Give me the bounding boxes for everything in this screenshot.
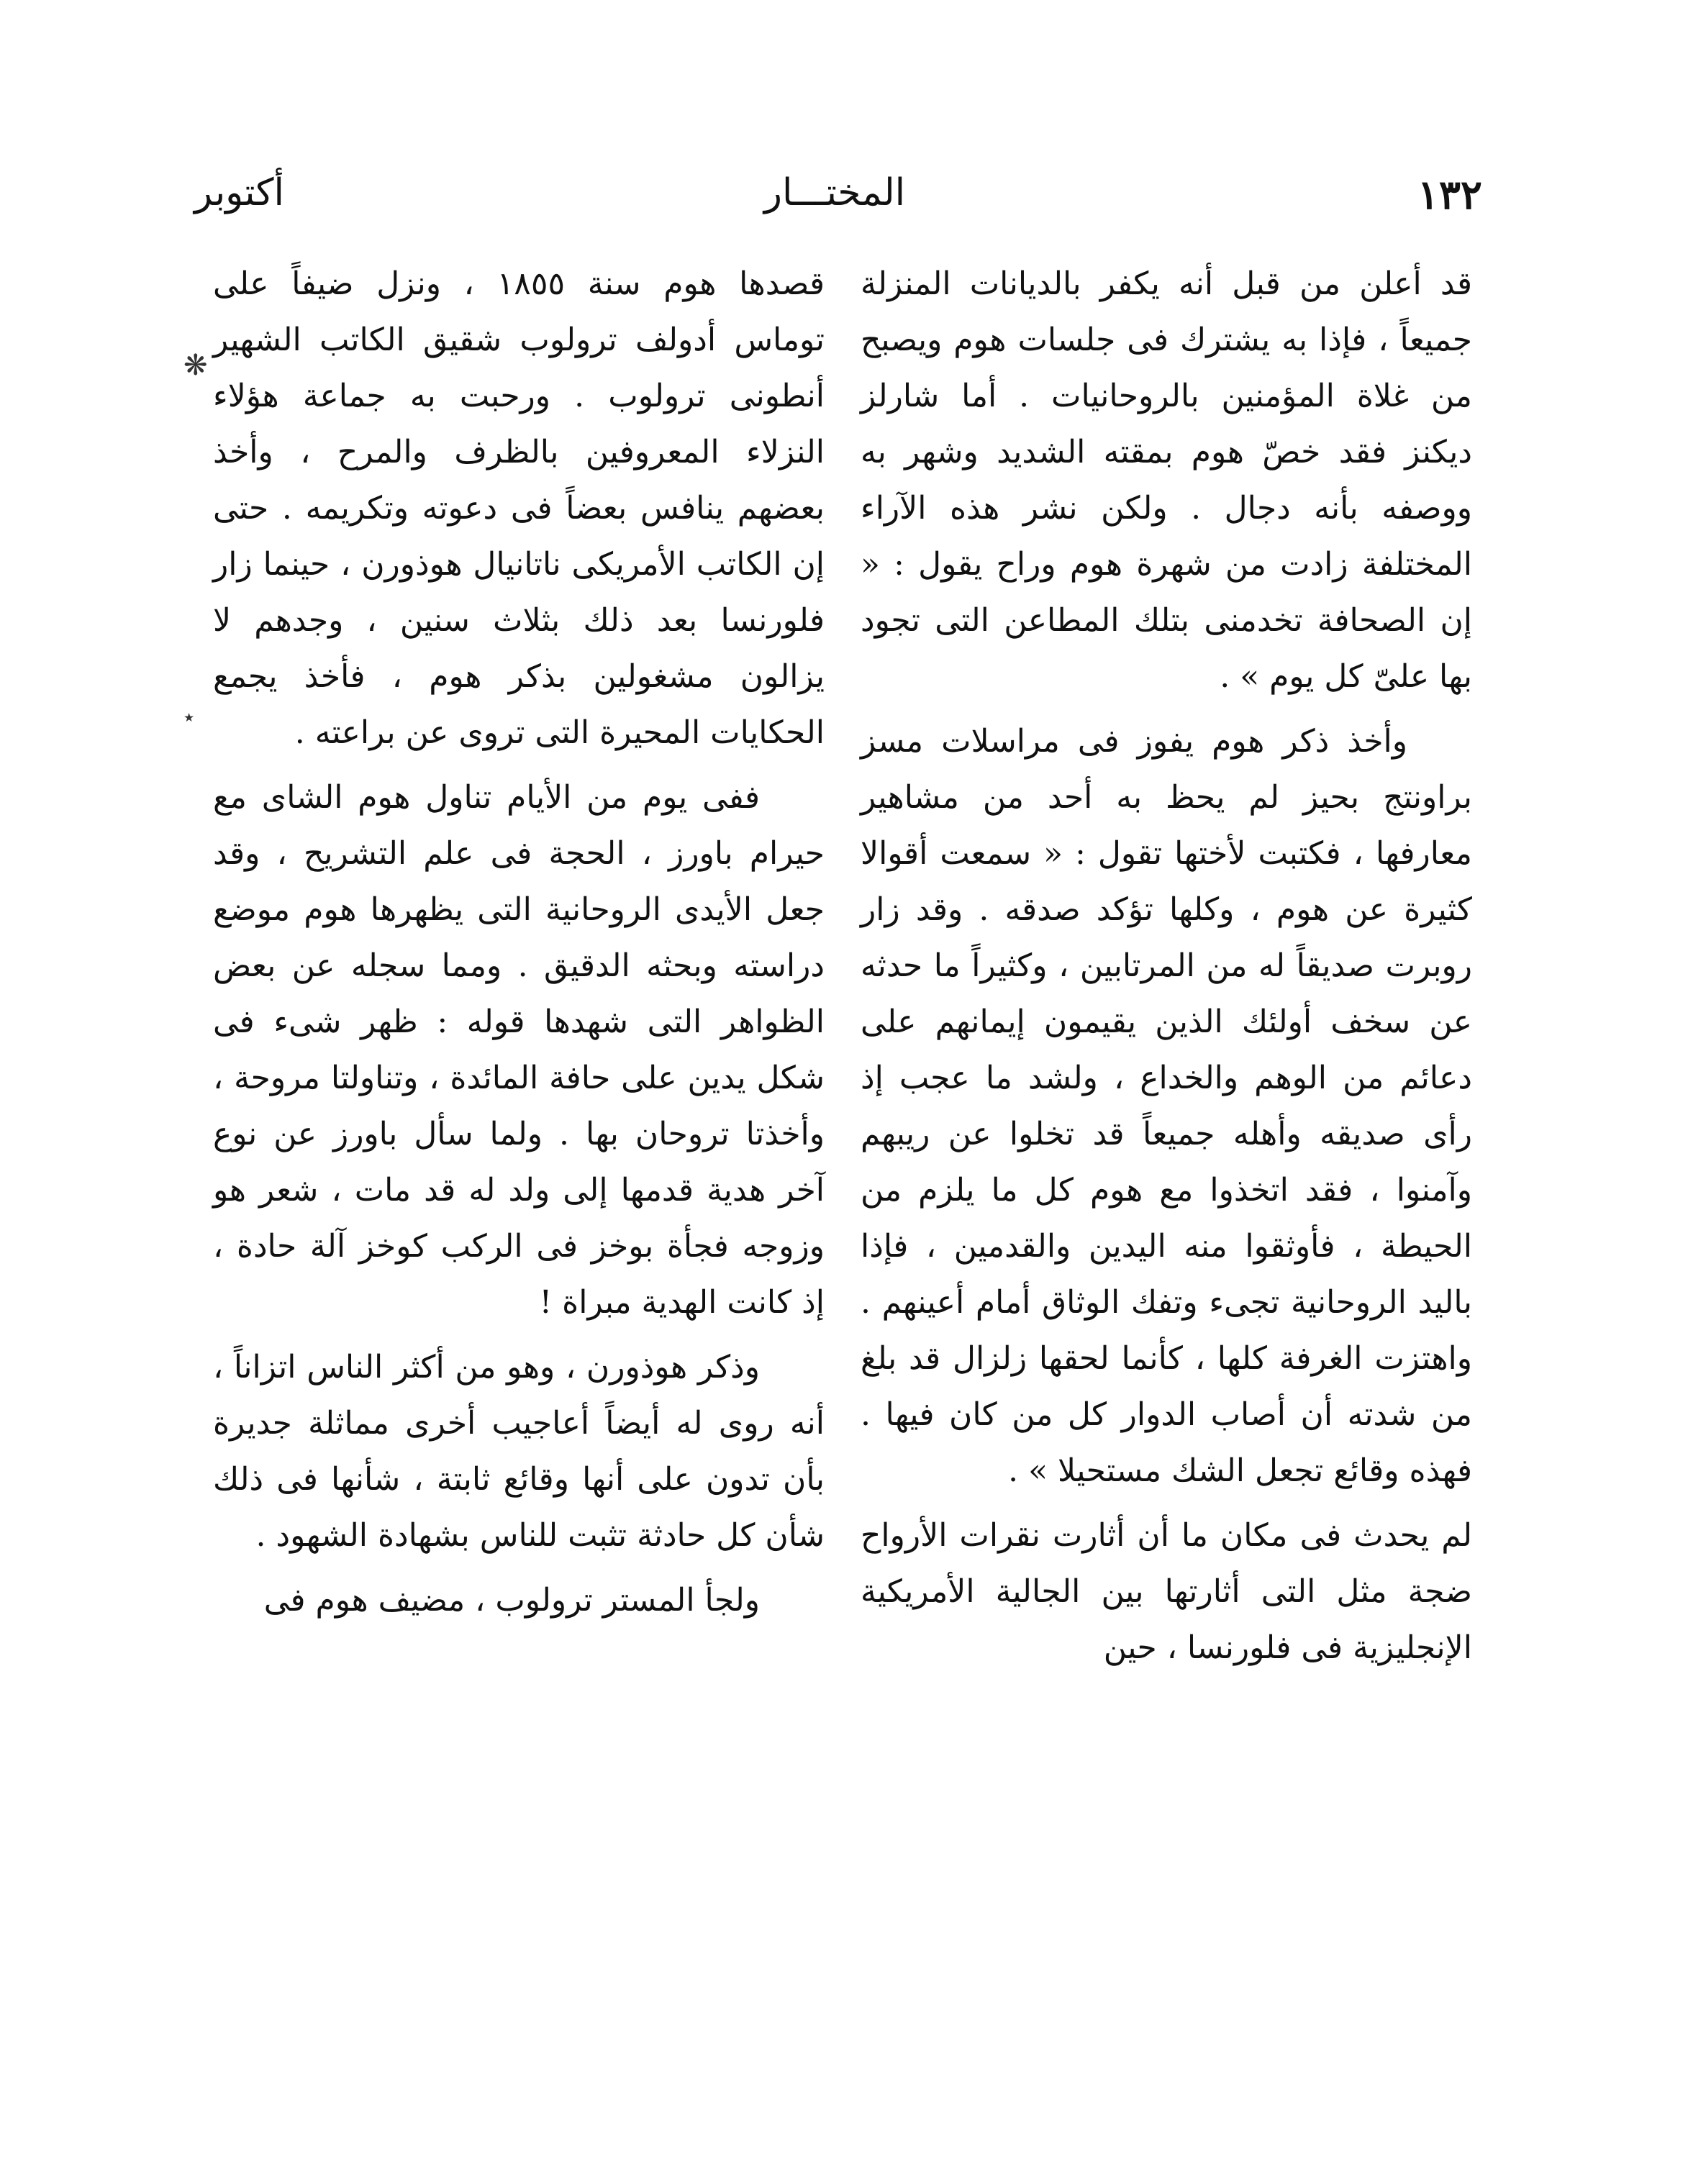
paragraph: قصدها هوم سنة ١٨٥٥ ، ونزل ضيفاً على توماس أدولف ترولوب شقيق الكاتب الشهير أنطونى ترولوب . ورحبت به جماعة هؤلاء النزلاء المعروفين بالظرف والمرح ، وأخذ بعضهم ينافس بعضاً فى دعوته وتكريمه . حتى إن الكاتب الأمريكى ناتانيال هوذورن ، حينما زار فلورنسا بعد ذلك بثلاث سنين ، وجدهم لا يزالون مشغولين بذكر هوم ، فأخذ يجمع الحكايات المحيرة التى تروى عن براعته . (213, 265, 825, 751)
paragraph: قد أعلن من قبل أنه يكفر بالديانات المنزلة جميعاً ، فإذا به يشترك فى جلسات هوم ويصبح من غلاة المؤمنين بالروحانيات . أما شارلز ديكنز فقد خصّ هوم بمقته الشديد وشهر به ووصفه بأنه دجال . ولكن نشر هذه الآراء المختلفة زادت من شهرة هوم وراح يقول : « إن الصحافة تخدمنى بتلك المطاعن التى تجود بها علىّ كل يوم » . (861, 265, 1472, 695)
running-month: أكتوبر (194, 171, 284, 214)
left-text-column (213, 256, 825, 1637)
right-text-column (861, 256, 1472, 1685)
paragraph: ولجأ المستر ترولوب ، مضيف هوم فى (263, 1582, 760, 1619)
paragraph: ففى يوم من الأيام تناول هوم الشاى مع حيرام باورز ، الحجة فى علم التشريح ، وقد جعل الأيدى الروحانية التى يظهرها هوم موضع دراسته وبحثه الدقيق . ومما سجله عن بعض الظواهر التى شهدها قوله : ظهر شىء فى شكل يدين على حافة المائدة ، وتناولتا مروحة ، وأخذتا تروحان بها . ولما سأل باورز عن نوع آخر هدية قدمها إلى ولد له قد مات ، شعر هو وزوجه فجأة بوخز فى الركب كوخز آلة حادة ، إذ كانت الهدية مبراة ! (213, 779, 825, 1321)
margin-mark: ❋ (183, 349, 208, 382)
paragraph: وذكر هوذورن ، وهو من أكثر الناس اتزاناً ، أنه روى له أيضاً أعاجيب أخرى مماثلة جديرة بأن تدون على أنها وقائع ثابتة ، شأنها فى ذلك شأن كل حادثة تثبت للناس بشهادة الشهود . (213, 1349, 825, 1554)
page-header (187, 171, 1482, 236)
paragraph: لم يحدث فى مكان ما أن أثارت نقرات الأرواح ضجة مثل التى أثارتها بين الجالية الأمريكية الإنجليزية فى فلورنسا ، حين (861, 1517, 1472, 1666)
paragraph: وأخذ ذكر هوم يفوز فى مراسلات مسز براونتج بحيز لم يحظ به أحد من مشاهير معارفها ، فكتبت لأختها تقول : « سمعت أقوالا كثيرة عن هوم ، وكلها تؤكد صدقه . وقد زار روبرت صديقاً له من المرتابين ، وكثيراً ما حدثه عن سخف أولئك الذين يقيمون إيمانهم على دعائم من الوهم والخداع ، ولشد ما عجب إذ رأى صديقه وأهله جميعاً قد تخلوا عن ريبهم وآمنوا ، فقد اتخذوا مع هوم كل ما يلزم من الحيطة ، فأوثقوا منه اليدين والقدمين ، فإذا باليد الروحانية تجىء وتفك الوثاق أمام أعينهم . واهتزت الغرفة كلها ، كأنما لحقها زلزال قد بلغ من شدته أن أصاب الدوار كل من كان فيها . فهذه وقائع تجعل الشك مستحيلا » . (861, 723, 1472, 1489)
running-title: المختـــار (763, 171, 906, 214)
page-number: ١٣٢ (1417, 171, 1482, 219)
margin-mark: ٭ (183, 705, 195, 729)
